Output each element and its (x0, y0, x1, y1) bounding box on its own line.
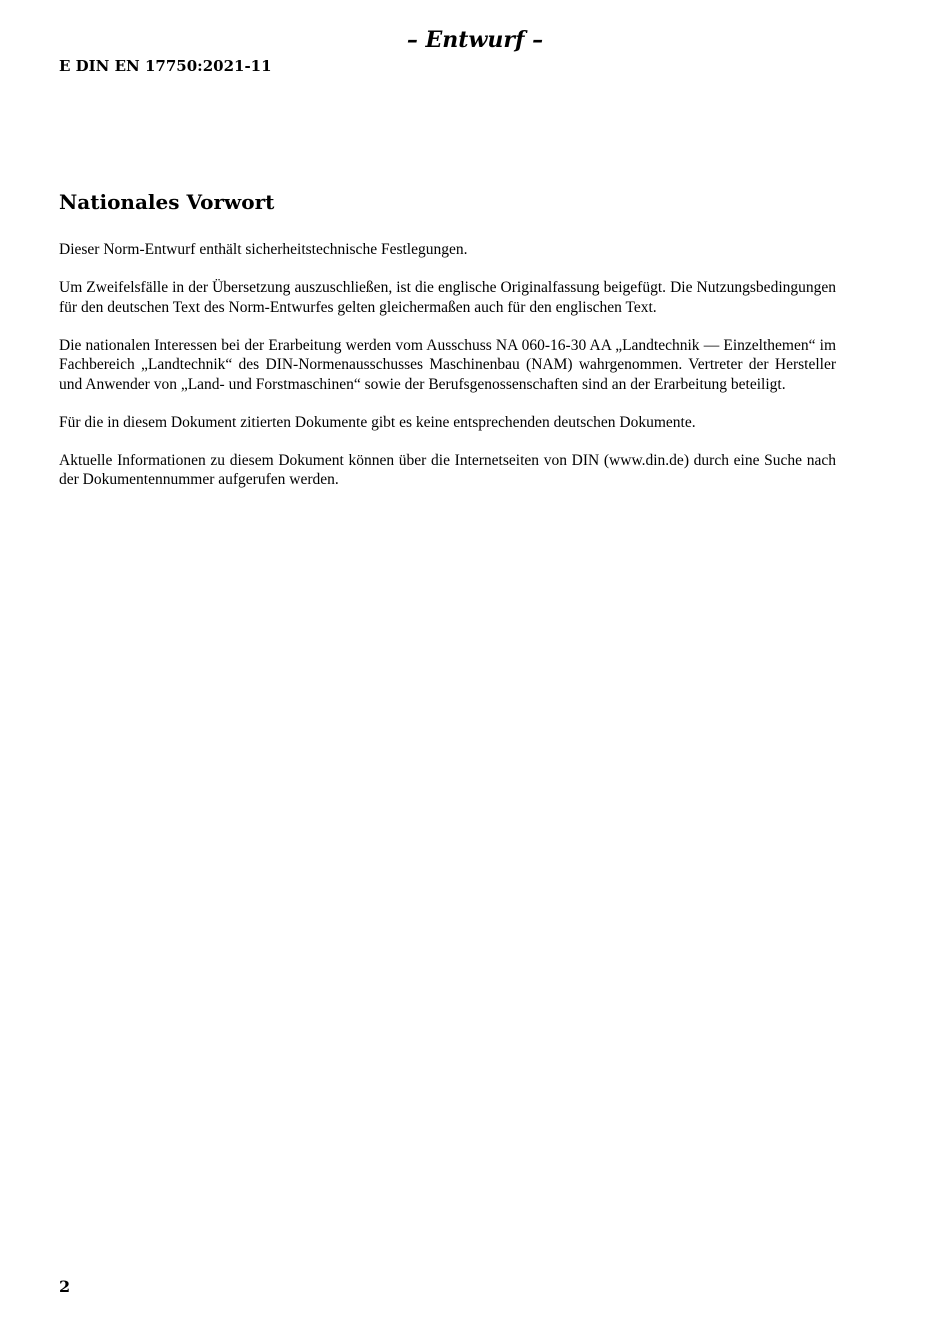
paragraph-safety-notice: Dieser Norm-Entwurf enthält sicherheitstechnische Festlegungen. (59, 241, 468, 258)
section-title: Nationales Vorwort (59, 190, 275, 214)
draft-label: – Entwurf – (406, 27, 544, 53)
foreword-body (59, 240, 836, 508)
page-number: 2 (59, 1277, 71, 1296)
paragraph-online-information: Aktuelle Informationen zu diesem Dokument können über die Internetseiten von DIN (www.din.de) durch eine Suche nach der Dokumentennummer aufgerufen werden. (59, 451, 836, 488)
paragraph-translation-notice: Um Zweifelsfälle in der Übersetzung auszuschließen, ist die englische Originalfassung beigefügt. Die Nutzungsbedingungen für den deutschen Text des Norm-Entwurfes gelten gleichermaßen auch für den englischen Text. (59, 279, 836, 316)
document-id: E DIN EN 17750:2021-11 (59, 57, 272, 75)
paragraph-committee: Die nationalen Interessen bei der Erarbeitung werden vom Ausschuss NA 060-16-30 AA „Landtechnik — Einzelthemen“ im Fachbereich „Landtechnik“ des DIN-Normenausschusses Maschinenbau (NAM) wahrgenommen. Vertreter der Hersteller und Anwender von „Land- und Forstmaschinen“ sowie der Berufsgenossenschaften sind an der Erarbeitung beteiligt. (59, 336, 836, 393)
paragraph-cited-documents: Für die in diesem Dokument zitierten Dokumente gibt es keine entsprechenden deutschen Dokumente. (59, 413, 696, 431)
